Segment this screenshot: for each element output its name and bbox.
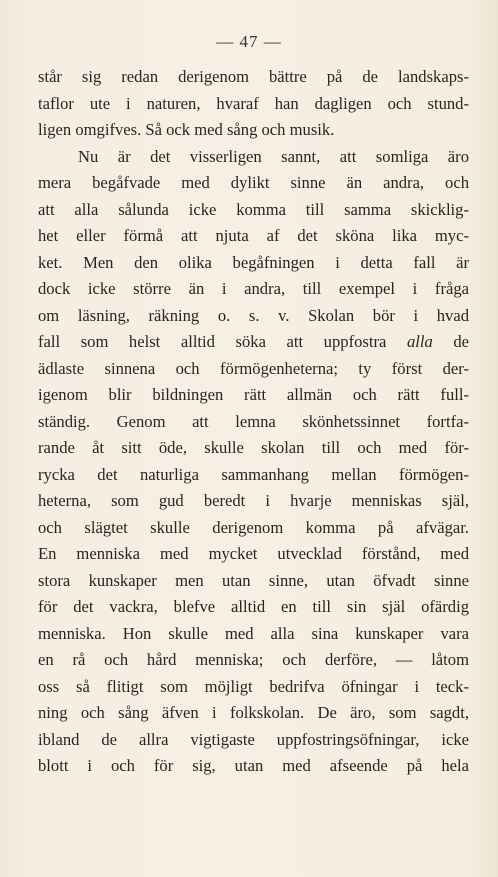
text-line: heterna, som gud beredt i hvarje menniskas själ, [38, 491, 469, 510]
text-line: ibland de allra vigtigaste uppfostringsöfningar, icke [38, 729, 469, 749]
text-line: en rå och hård menniska; och derföre, — låtom [38, 650, 469, 669]
text-line: rande åt sitt öde, skulle skolan till och med för- [38, 438, 469, 457]
text-line: dock icke större än i andra, till exempel i fråga [38, 279, 469, 298]
text-line: ket. Men den olika begåfningen i detta fall är [38, 252, 469, 272]
text-line: stora kunskaper men utan sinne, utan öfvadt sinne [38, 570, 469, 590]
text-line: om läsning, räkning o. s. v. Skolan bör i hvad [38, 305, 469, 325]
text-line: rycka det naturliga sammanhang mellan förmögen- [38, 464, 469, 484]
text-line: ädlaste sinnena och förmögenheterna; ty först der- [38, 358, 469, 378]
text-line [38, 329, 469, 356]
text-line: ning och sång äfven i folkskolan. De äro, som sagdt, [38, 703, 469, 722]
text-line: Nu är det visserligen sannt, att somliga äro [78, 146, 469, 166]
page-number: — 47 — [216, 32, 282, 51]
text-line: blott i och för sig, utan med afseende på hela [38, 756, 469, 775]
text-line: för det vackra, blefve alltid en till sin själ ofärdig [38, 597, 469, 616]
body-text [38, 64, 469, 780]
text-line: het eller förmå att njuta af det sköna lika myc- [38, 226, 469, 245]
text-line: mera begåfvade med dylikt sinne än andra, och [38, 173, 469, 192]
text-line-start: fall som helst alltid söka att uppfostra [38, 332, 407, 351]
text-line: oss så flitigt som möjligt bedrifva öfningar i teck- [38, 676, 469, 696]
text-line: att alla sålunda icke komma till samma skicklig- [38, 199, 469, 219]
text-line: En menniska med mycket utvecklad förstånd, med [38, 544, 469, 563]
text-line: menniska. Hon skulle med alla sina kunskaper vara [38, 623, 469, 643]
text-line: igenom blir bildningen rätt allmän och rätt full- [38, 385, 469, 404]
text-line: taflor ute i naturen, hvaraf han dagligen och stund- [38, 93, 469, 113]
text-line: ständig. Genom att lemna skönhetssinnet fortfa- [38, 411, 469, 431]
text-line: och slägtet skulle derigenom komma på afvägar. [38, 517, 469, 537]
text-line: står sig redan derigenom bättre på de landskaps- [38, 67, 469, 86]
text-line-end: de [432, 332, 469, 351]
italic-emphasis: alla [406, 332, 433, 351]
text-line: ligen omgifves. Så ock med sång och musik. [38, 120, 335, 139]
